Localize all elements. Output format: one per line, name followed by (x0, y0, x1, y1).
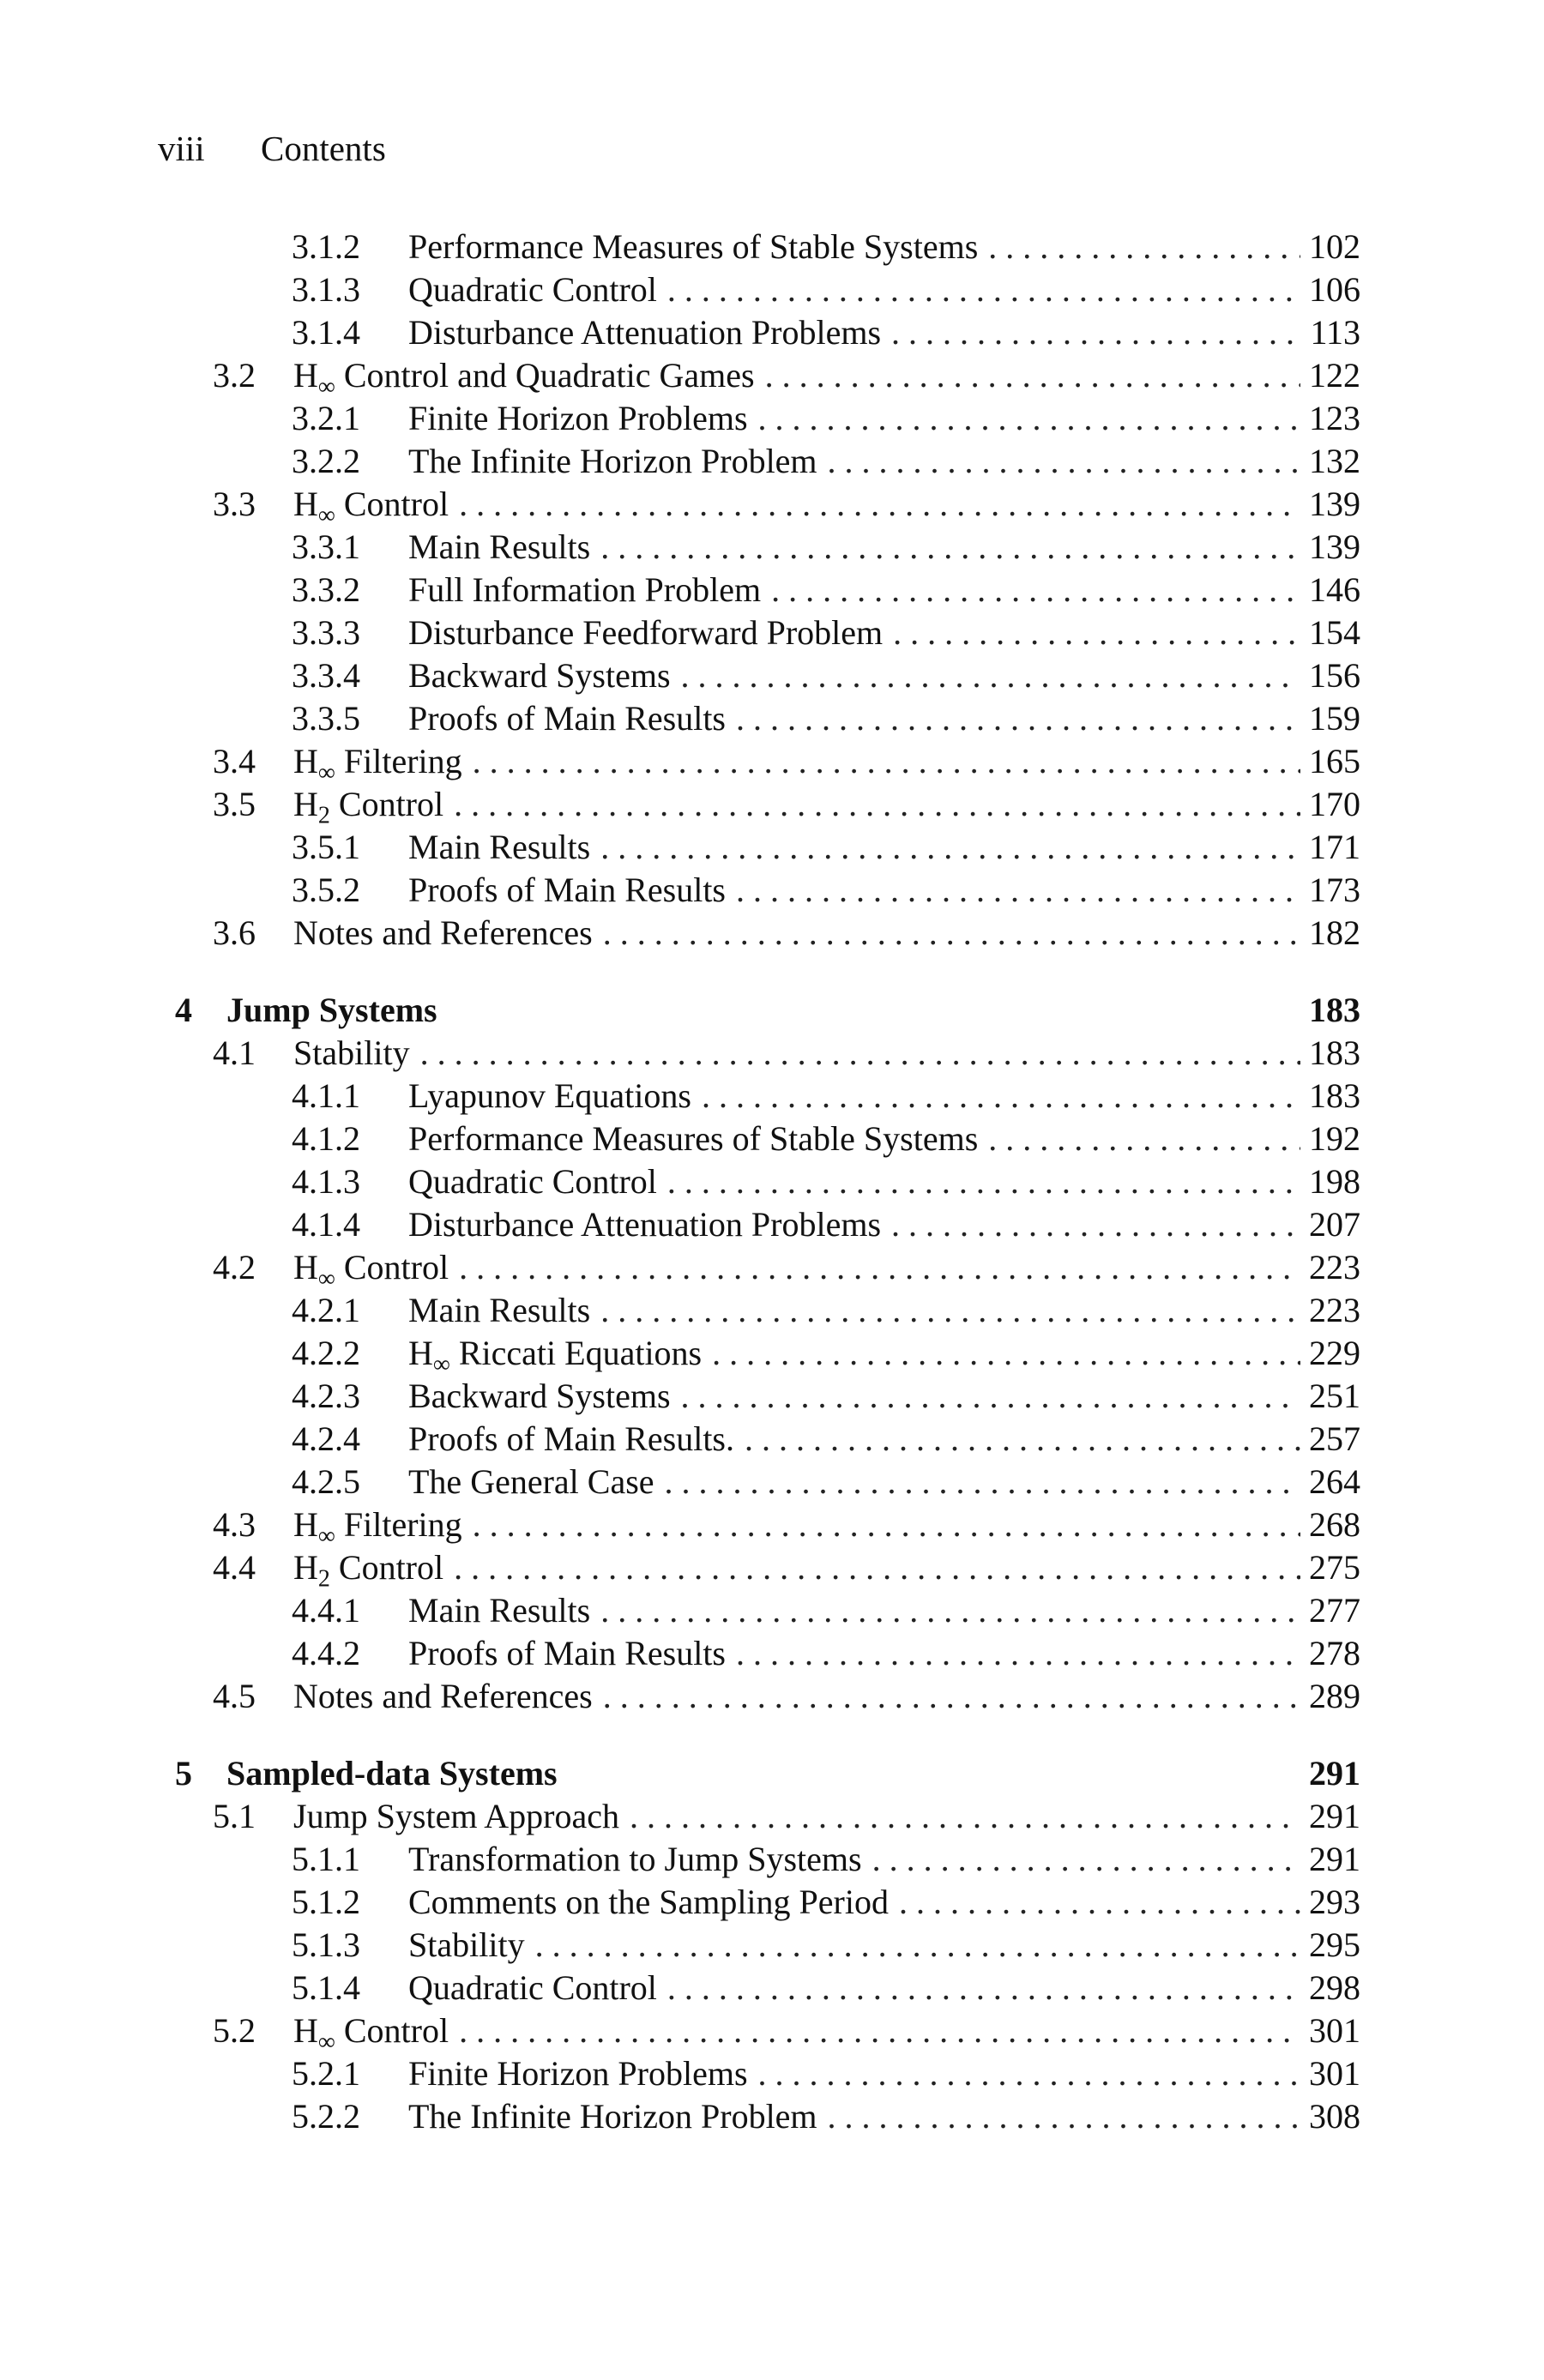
dot-leader (671, 1375, 1300, 1418)
dot-leader (590, 1589, 1300, 1632)
toc-entry-page: 156 (1309, 656, 1360, 695)
toc-entry-page: 275 (1309, 1548, 1360, 1587)
toc-entry-title: Proofs of Main Results. (408, 1419, 734, 1458)
toc-entry-page: 298 (1309, 1968, 1360, 2007)
toc-entry-title: Disturbance Attenuation Problems (408, 1205, 882, 1244)
dot-leader (881, 311, 1300, 354)
dot-leader (862, 1838, 1300, 1881)
chapter-gap (158, 1718, 1360, 1752)
toc-entry-sub[interactable] (158, 654, 1360, 697)
toc-entry-page: 308 (1309, 2097, 1360, 2136)
toc-entry-sec[interactable] (158, 2009, 1360, 2056)
toc-entry-title: Backward Systems (408, 1377, 671, 1415)
toc-entry-page: 183 (1309, 991, 1360, 1029)
toc-entry-page: 295 (1309, 1925, 1360, 1964)
dot-leader (817, 2095, 1300, 2138)
toc-entry-page: 165 (1309, 742, 1360, 780)
dot-leader (755, 354, 1300, 397)
toc-entry-page: 264 (1309, 1462, 1360, 1501)
toc-entry-title: Proofs of Main Results (408, 871, 726, 909)
toc-entry-sec[interactable] (158, 1503, 1360, 1550)
dot-leader (691, 1075, 1300, 1118)
toc-entry-title: Lyapunov Equations (408, 1076, 691, 1115)
table-of-contents (158, 226, 1360, 2138)
toc-entry-page: 229 (1309, 1334, 1360, 1372)
toc-entry-page: 171 (1309, 828, 1360, 866)
toc-entry-page: 123 (1309, 399, 1360, 437)
toc-entry-sub[interactable] (158, 1075, 1360, 1118)
toc-entry-sec[interactable] (158, 354, 1360, 401)
toc-entry-title: Jump Systems (226, 991, 437, 1029)
toc-entry-chap[interactable] (158, 1752, 1360, 1795)
toc-entry-number: 4.4 (213, 1548, 256, 1587)
toc-entry-number: 3.2.2 (292, 442, 360, 480)
toc-entry-page: 182 (1309, 913, 1360, 952)
toc-entry-sub[interactable] (158, 869, 1360, 912)
toc-entry-sub[interactable] (158, 526, 1360, 569)
dot-leader (978, 226, 1300, 268)
toc-entry-sec[interactable] (158, 740, 1360, 786)
toc-entry-title: $H_\infty$ Control (293, 1248, 449, 1292)
toc-entry-number: 4.2.1 (292, 1291, 360, 1329)
dot-leader (761, 569, 1300, 612)
toc-entry-page: 139 (1309, 527, 1360, 566)
dot-leader (590, 526, 1300, 569)
dot-leader (978, 1118, 1300, 1160)
toc-entry-number: 4.1 (213, 1033, 256, 1072)
toc-entry-number: 3.3.1 (292, 527, 360, 566)
toc-entry-title: Main Results (408, 1291, 591, 1329)
toc-entry-sec[interactable] (158, 1246, 1360, 1292)
toc-entry-number: 3.2.1 (292, 399, 360, 437)
toc-entry-title: Performance Measures of Stable Systems (408, 1119, 979, 1158)
toc-entry-title: Stability (293, 1033, 410, 1072)
toc-entry-number: 4.2.3 (292, 1377, 360, 1415)
toc-entry-title: Main Results (408, 527, 591, 566)
toc-entry-sub[interactable] (158, 1375, 1360, 1418)
toc-entry-page: 268 (1309, 1505, 1360, 1544)
toc-entry-sub[interactable] (158, 1924, 1360, 1967)
toc-entry-sec[interactable] (158, 783, 1360, 829)
dot-leader (734, 1418, 1300, 1461)
toc-entry-sub[interactable] (158, 397, 1360, 440)
toc-entry-title: Backward Systems (408, 656, 671, 695)
toc-entry-number: 5.1 (213, 1797, 256, 1835)
toc-entry-sec[interactable] (158, 1546, 1360, 1593)
toc-entry-page: 223 (1309, 1248, 1360, 1286)
toc-entry-number: 5.2 (213, 2011, 256, 2050)
toc-entry-number: 4.5 (213, 1677, 256, 1715)
toc-entry-number: 4.1.2 (292, 1119, 360, 1158)
toc-entry-title: Finite Horizon Problems (408, 2054, 748, 2093)
toc-entry-sec[interactable] (158, 912, 1360, 955)
dot-leader (726, 697, 1300, 740)
toc-entry-sub[interactable] (158, 1332, 1360, 1378)
toc-entry-title: Finite Horizon Problems (408, 399, 748, 437)
toc-entry-title: The Infinite Horizon Problem (408, 442, 817, 480)
toc-entry-sub[interactable] (158, 440, 1360, 483)
toc-entry-sub[interactable] (158, 1418, 1360, 1461)
dot-leader (525, 1924, 1300, 1967)
toc-entry-number: 5.2.1 (292, 2054, 360, 2093)
toc-entry-number: 4.1.1 (292, 1076, 360, 1115)
dot-leader (443, 783, 1300, 826)
toc-entry-page: 289 (1309, 1677, 1360, 1715)
toc-entry-title: Quadratic Control (408, 1162, 657, 1201)
running-title: Contents (261, 129, 386, 168)
toc-entry-sub[interactable] (158, 612, 1360, 654)
dot-leader (654, 1461, 1300, 1503)
toc-entry-sec[interactable] (158, 1675, 1360, 1718)
toc-entry-sub[interactable] (158, 1589, 1360, 1632)
toc-entry-title: Quadratic Control (408, 270, 657, 309)
toc-entry-title: Quadratic Control (408, 1968, 657, 2007)
toc-entry-sub[interactable] (158, 826, 1360, 869)
toc-entry-title: $H_\infty$ Riccati Equations (408, 1334, 703, 1378)
dot-leader (748, 2052, 1300, 2095)
dot-leader (881, 1203, 1300, 1246)
toc-entry-page: 122 (1309, 356, 1360, 395)
chapter-gap (158, 955, 1360, 989)
toc-entry-title: $H_\infty$ Control (293, 2011, 449, 2056)
toc-entry-page: 183 (1309, 1076, 1360, 1115)
toc-entry-title: Transformation to Jump Systems (408, 1840, 862, 1878)
toc-entry-number: 5 (175, 1754, 192, 1793)
toc-entry-title: Sampled-data Systems (226, 1754, 558, 1793)
toc-entry-title: Disturbance Feedforward Problem (408, 613, 884, 652)
toc-entry-sub[interactable] (158, 697, 1360, 740)
toc-entry-page: 170 (1309, 785, 1360, 823)
toc-entry-number: 3.3.3 (292, 613, 360, 652)
toc-entry-page: 183 (1309, 1033, 1360, 1072)
dot-leader (462, 1503, 1300, 1546)
dot-leader (449, 483, 1300, 526)
toc-entry-page: 301 (1309, 2011, 1360, 2050)
dot-leader (619, 1795, 1300, 1838)
toc-entry-number: 3.6 (213, 913, 256, 952)
dot-leader (883, 612, 1300, 654)
toc-entry-sub[interactable] (158, 226, 1360, 268)
toc-entry-number: 4.1.4 (292, 1205, 360, 1244)
toc-entry-sub[interactable] (158, 1967, 1360, 2009)
toc-entry-sec[interactable] (158, 483, 1360, 529)
toc-entry-title: $H_\infty$ Control (293, 485, 449, 529)
toc-entry-number: 3.3 (213, 485, 256, 523)
toc-entry-number: 5.1.3 (292, 1925, 360, 1964)
toc-entry-page: 192 (1309, 1119, 1360, 1158)
toc-entry-page: 154 (1309, 613, 1360, 652)
toc-entry-sub[interactable] (158, 1118, 1360, 1160)
toc-entry-sub[interactable] (158, 1838, 1360, 1881)
toc-entry-number: 3.1.3 (292, 270, 360, 309)
running-head (158, 127, 386, 170)
dot-leader (593, 912, 1300, 955)
toc-entry-number: 4.2 (213, 1248, 256, 1286)
toc-entry-page: 102 (1309, 227, 1360, 266)
toc-entry-sub[interactable] (158, 1203, 1360, 1246)
toc-entry-page: 277 (1309, 1591, 1360, 1630)
toc-entry-number: 3.2 (213, 356, 256, 395)
toc-entry-page: 291 (1309, 1797, 1360, 1835)
dot-leader (443, 1546, 1300, 1589)
toc-entry-number: 3.5.2 (292, 871, 360, 909)
toc-entry-number: 3.4 (213, 742, 256, 780)
toc-entry-page: 139 (1309, 485, 1360, 523)
dot-leader (889, 1881, 1300, 1924)
toc-entry-number: 4.2.5 (292, 1462, 360, 1501)
toc-entry-sub[interactable] (158, 268, 1360, 311)
dot-leader (726, 1632, 1300, 1675)
toc-entry-page: 173 (1309, 871, 1360, 909)
toc-entry-page: 223 (1309, 1291, 1360, 1329)
toc-entry-sub[interactable] (158, 2052, 1360, 2095)
toc-entry-page: 198 (1309, 1162, 1360, 1201)
toc-entry-sub[interactable] (158, 1289, 1360, 1332)
toc-entry-sub[interactable] (158, 569, 1360, 612)
toc-entry-number: 4.4.1 (292, 1591, 360, 1630)
toc-entry-page: 106 (1309, 270, 1360, 309)
dot-leader (410, 1032, 1300, 1075)
dot-leader (462, 740, 1300, 783)
toc-entry-title: Notes and References (293, 1677, 593, 1715)
toc-entry-page: 207 (1309, 1205, 1360, 1244)
toc-entry-sub[interactable] (158, 311, 1360, 354)
dot-leader (671, 654, 1300, 697)
toc-entry-number: 5.1.2 (292, 1883, 360, 1921)
toc-entry-number: 4 (175, 991, 192, 1029)
toc-entry-number: 3.5 (213, 785, 256, 823)
toc-entry-number: 4.1.3 (292, 1162, 360, 1201)
dot-leader (590, 826, 1300, 869)
toc-entry-page: 278 (1309, 1634, 1360, 1672)
dot-leader (657, 1967, 1300, 2009)
toc-entry-title: Performance Measures of Stable Systems (408, 227, 979, 266)
toc-entry-title: Jump System Approach (293, 1797, 619, 1835)
toc-entry-number: 5.1.4 (292, 1968, 360, 2007)
toc-entry-chap[interactable] (158, 989, 1360, 1032)
toc-entry-sub[interactable] (158, 2095, 1360, 2138)
toc-entry-sub[interactable] (158, 1160, 1360, 1203)
toc-entry-page: 146 (1309, 570, 1360, 609)
toc-entry-number: 4.2.2 (292, 1334, 360, 1372)
toc-entry-number: 5.1.1 (292, 1840, 360, 1878)
toc-entry-page: 113 (1310, 313, 1360, 352)
toc-entry-page: 251 (1309, 1377, 1360, 1415)
toc-entry-title: $H_\infty$ Control and Quadratic Games (293, 356, 755, 401)
toc-entry-number: 4.3 (213, 1505, 256, 1544)
dot-leader (657, 268, 1300, 311)
dot-leader (593, 1675, 1300, 1718)
toc-entry-number: 3.1.4 (292, 313, 360, 352)
toc-entry-title: Main Results (408, 1591, 591, 1630)
toc-entry-title: Proofs of Main Results (408, 699, 726, 738)
toc-entry-title: Comments on the Sampling Period (408, 1883, 889, 1921)
toc-entry-number: 3.3.4 (292, 656, 360, 695)
toc-entry-number: 3.1.2 (292, 227, 360, 266)
toc-entry-page: 293 (1309, 1883, 1360, 1921)
toc-entry-page: 132 (1309, 442, 1360, 480)
dot-leader (817, 440, 1300, 483)
toc-entry-sub[interactable] (158, 1881, 1360, 1924)
toc-entry-page: 291 (1309, 1754, 1360, 1793)
dot-leader (748, 397, 1300, 440)
dot-leader (590, 1289, 1300, 1332)
toc-entry-page: 301 (1309, 2054, 1360, 2093)
toc-entry-sub[interactable] (158, 1461, 1360, 1503)
toc-entry-page: 159 (1309, 699, 1360, 738)
toc-entry-title: Disturbance Attenuation Problems (408, 313, 882, 352)
toc-entry-sec[interactable] (158, 1795, 1360, 1838)
dot-leader (449, 1246, 1300, 1289)
toc-entry-title: Stability (408, 1925, 525, 1964)
toc-entry-title: Notes and References (293, 913, 593, 952)
toc-entry-title: Full Information Problem (408, 570, 762, 609)
toc-entry-title: Proofs of Main Results (408, 1634, 726, 1672)
toc-entry-title: $H_2$ Control (293, 1548, 444, 1593)
toc-entry-number: 3.5.1 (292, 828, 360, 866)
dot-leader (449, 2009, 1300, 2052)
toc-entry-title: The Infinite Horizon Problem (408, 2097, 817, 2136)
toc-entry-sec[interactable] (158, 1032, 1360, 1075)
toc-entry-title: The General Case (408, 1462, 654, 1501)
page-number: viii (158, 129, 205, 168)
toc-entry-title: $H_\infty$ Filtering (293, 742, 462, 786)
toc-entry-number: 5.2.2 (292, 2097, 360, 2136)
toc-entry-title: $H_\infty$ Filtering (293, 1505, 462, 1550)
toc-entry-number: 3.3.5 (292, 699, 360, 738)
dot-leader (702, 1332, 1300, 1375)
toc-entry-number: 4.2.4 (292, 1419, 360, 1458)
dot-leader (657, 1160, 1300, 1203)
toc-entry-title: $H_2$ Control (293, 785, 444, 829)
toc-entry-page: 291 (1309, 1840, 1360, 1878)
toc-entry-number: 4.4.2 (292, 1634, 360, 1672)
dot-leader (726, 869, 1300, 912)
toc-entry-title: Main Results (408, 828, 591, 866)
toc-entry-page: 257 (1309, 1419, 1360, 1458)
toc-entry-sub[interactable] (158, 1632, 1360, 1675)
toc-entry-number: 3.3.2 (292, 570, 360, 609)
